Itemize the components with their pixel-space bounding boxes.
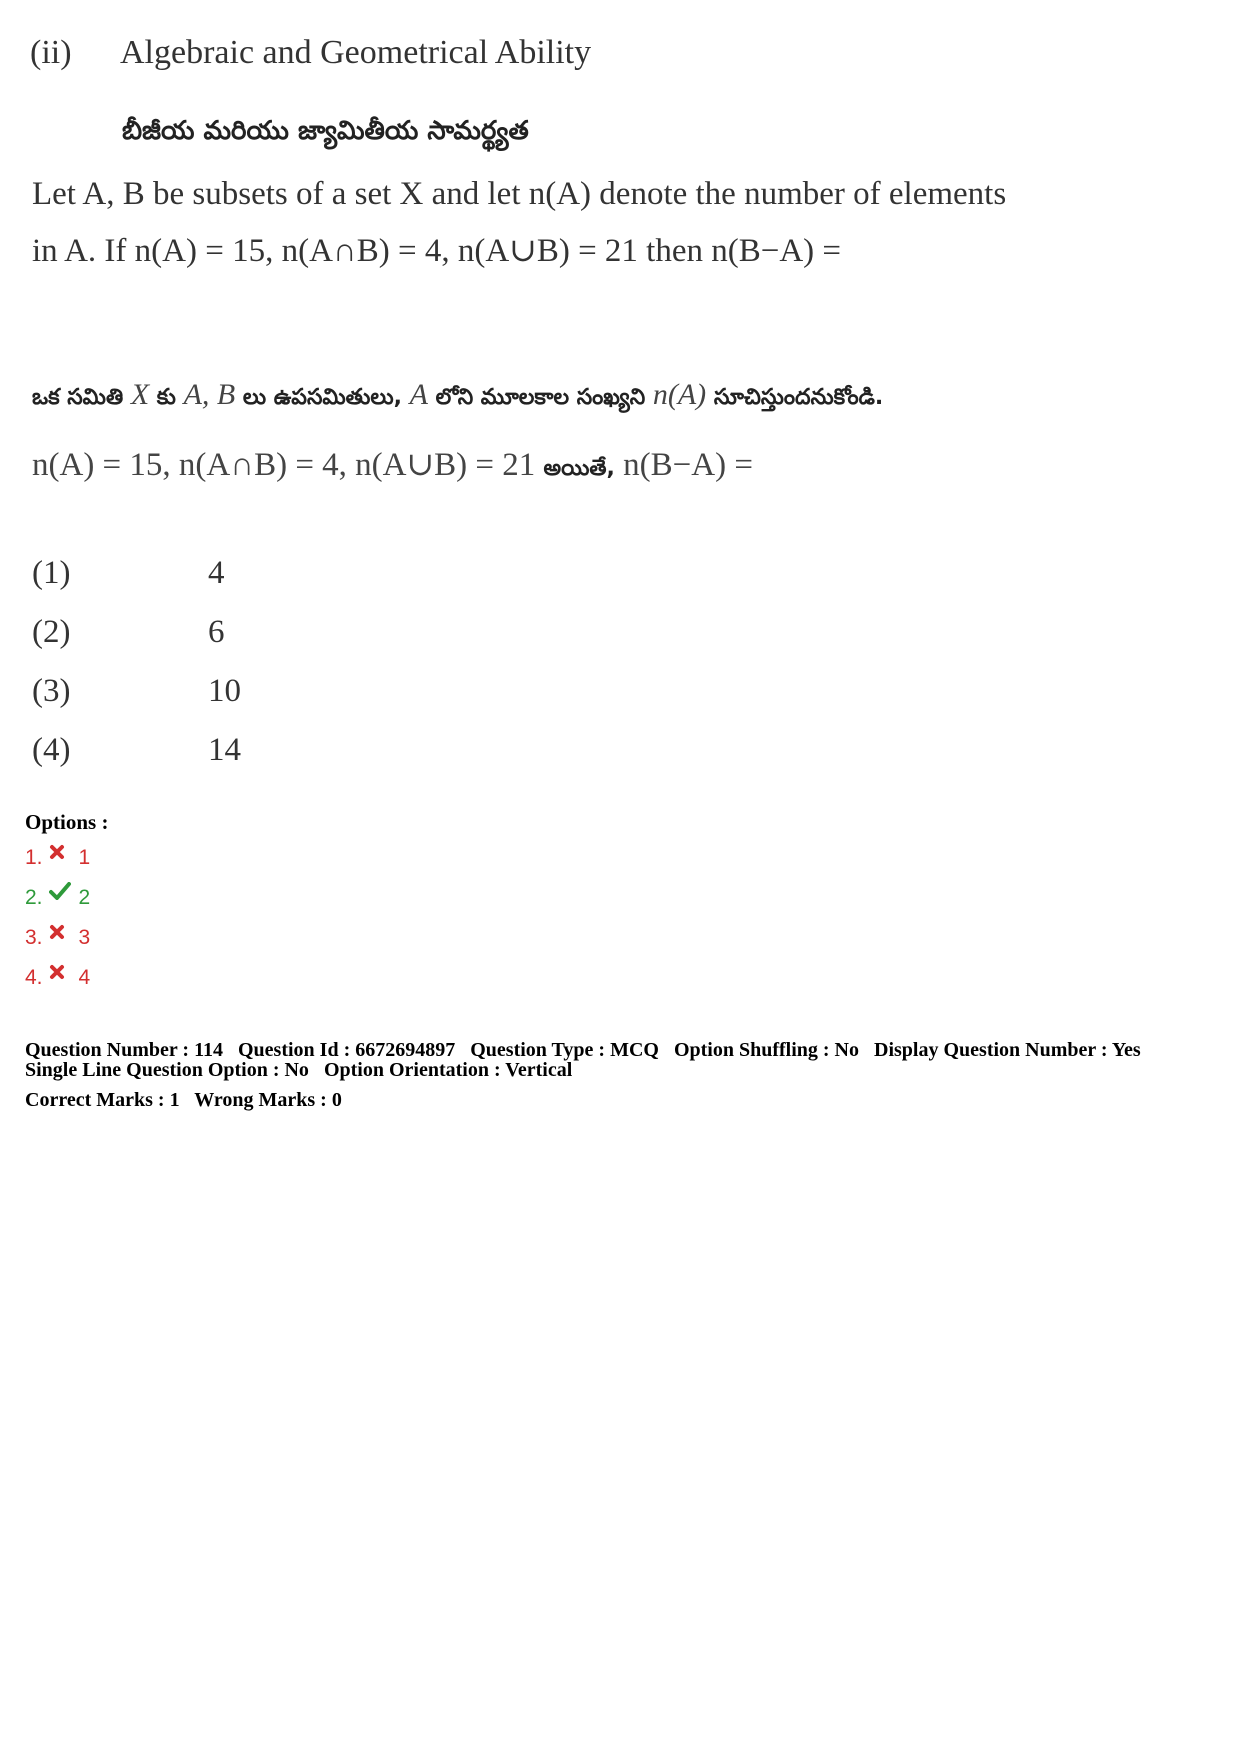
choice-value: 10: [208, 673, 241, 709]
telugu-text: ఒక సమితి: [32, 385, 131, 410]
option-value: 4: [78, 966, 91, 989]
choice-label: (1): [32, 555, 71, 591]
option-shuffling: Option Shuffling : No: [673, 1039, 860, 1061]
telugu-text: లు ఉపసమితులు,: [235, 385, 410, 410]
cross-icon: [49, 962, 73, 986]
option-number: 3.: [25, 926, 43, 949]
option-orientation: Option Orientation : Vertical: [323, 1059, 573, 1081]
option-value: 2: [78, 886, 91, 909]
math-ask: n(B−A) =: [623, 447, 753, 483]
question-id: Question Id : 6672694897: [237, 1039, 456, 1061]
telugu-text: సూచిస్తుందనుకోండి.: [706, 385, 884, 410]
choice-label: (4): [32, 732, 71, 768]
display-question-number: Display Question Number : Yes: [874, 1039, 1141, 1061]
option-number: 1.: [25, 846, 43, 869]
choice-row: [32, 614, 225, 651]
choice-row: [32, 555, 225, 592]
answer-option-1: [25, 842, 90, 870]
cross-icon: [49, 842, 73, 866]
option-value: 1: [78, 846, 91, 869]
choice-row: [32, 732, 241, 769]
telugu-text: అయితే,: [543, 456, 615, 481]
answer-option-2: [25, 882, 90, 910]
choice-label: (2): [32, 614, 71, 650]
section-title: Algebraic and Geometrical Ability: [120, 34, 592, 71]
single-line-option: Single Line Question Option : No: [25, 1059, 309, 1081]
choice-value: 6: [208, 614, 225, 650]
question-text-english-line-2: in A. If n(A) = 15, n(A∩B) = 4, n(A∪B) = 21 then n(B−A) =: [32, 233, 842, 269]
question-text-telugu-line-2: [32, 444, 753, 486]
question-number: Question Number : 114: [25, 1039, 223, 1061]
math-na: n(A): [652, 378, 707, 411]
question-text-english-line-1: Let A, B be subsets of a set X and let n(A) denote the number of elements: [32, 176, 1007, 212]
answer-option-3: [25, 922, 90, 950]
cross-icon: [49, 922, 73, 946]
section-heading: [30, 34, 591, 72]
wrong-marks: Wrong Marks : 0: [194, 1089, 342, 1111]
section-title-telugu: బీజీయ మరియు జ్యామితీయ సామర్థ్యత: [122, 116, 529, 146]
math-a: A: [409, 378, 428, 411]
choice-label: (3): [32, 673, 71, 709]
answer-option-4: [25, 962, 90, 990]
choice-row: [32, 673, 241, 710]
options-heading: Options :: [25, 810, 109, 834]
check-icon: [49, 882, 73, 906]
option-number: 4.: [25, 966, 43, 989]
question-text-telugu-line-1: [32, 378, 883, 415]
choice-value: 4: [208, 555, 225, 591]
question-meta-line-3: [25, 1090, 352, 1110]
option-value: 3: [78, 926, 91, 949]
correct-marks: Correct Marks : 1: [25, 1089, 180, 1111]
option-number: 2.: [25, 886, 43, 909]
math-given: n(A) = 15, n(A∩B) = 4, n(A∪B) = 21: [32, 447, 536, 483]
telugu-text: కు: [149, 385, 184, 410]
question-type: Question Type : MCQ: [470, 1039, 659, 1061]
question-meta-line-2: [25, 1060, 582, 1080]
telugu-text: లోని మూలకాల సంఖ్యని: [427, 385, 653, 410]
question-meta-line-1: [25, 1040, 1151, 1060]
section-number: (ii): [30, 34, 72, 71]
choice-value: 14: [208, 732, 241, 768]
math-ab: A, B: [183, 378, 236, 411]
math-x: X: [130, 378, 150, 411]
